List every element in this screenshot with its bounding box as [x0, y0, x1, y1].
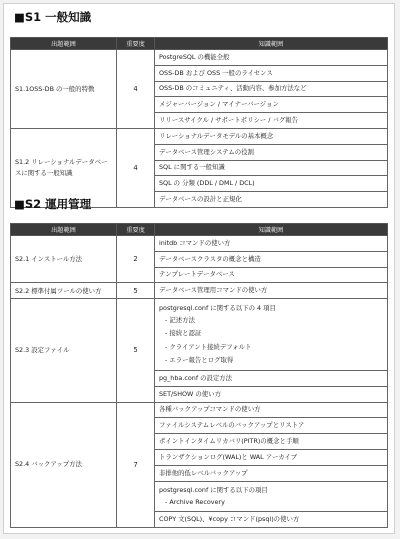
- table-row: [11, 50, 388, 66]
- knowledge-item: リレーショナルデータモデルの基本概念: [155, 128, 388, 144]
- knowledge-item: [155, 481, 388, 511]
- knowledge-item-text: postgresql.conf に関する以下の 4 項目: [159, 304, 276, 313]
- section-title-s1: ■S1 一般知識: [14, 10, 92, 24]
- knowledge-item: OSS-DB および OSS 一般のライセンス: [155, 65, 388, 81]
- table-row: [11, 128, 388, 144]
- table-row: [11, 299, 388, 371]
- knowledge-item-text: postgresql.conf に関する以下の項目: [159, 485, 268, 494]
- topic-importance: 4: [117, 50, 155, 129]
- knowledge-subitem: - クライアント接続デフォルト: [165, 342, 252, 351]
- table-row: [11, 402, 388, 418]
- knowledge-item: [155, 299, 388, 371]
- knowledge-item: メジャーバージョン / マイナーバージョン: [155, 97, 388, 113]
- header-knowledge: 知識範囲: [155, 224, 388, 236]
- knowledge-subitem: - Archive Recovery: [165, 497, 225, 506]
- knowledge-item: initdb コマンドの使い方: [155, 236, 388, 252]
- knowledge-item: pg_hba.conf の設定方法: [155, 371, 388, 387]
- topic-importance: 2: [117, 236, 155, 283]
- header-importance: 重要度: [117, 38, 155, 50]
- topic-name: S1.1OSS-DB の一般的特徴: [11, 50, 117, 129]
- knowledge-item: OSS-DB のコミュニティ、活動内容、参加方法など: [155, 81, 388, 97]
- knowledge-item: データベースの設計と正規化: [155, 192, 388, 208]
- knowledge-item: テンプレートデータベース: [155, 267, 388, 283]
- topic-name: S2.3 設定ファイル: [11, 299, 117, 402]
- knowledge-item: データベース管理システムの役割: [155, 144, 388, 160]
- document-page: [3, 3, 395, 534]
- knowledge-item: 各種バックアップコマンドの使い方: [155, 402, 388, 418]
- knowledge-item: リリースサイクル / サポートポリシー / バグ報告: [155, 113, 388, 129]
- header-scope: 出題範囲: [11, 224, 117, 236]
- knowledge-subitem: - 接続と認証: [165, 329, 202, 338]
- knowledge-item: データベースクラスタの概念と構造: [155, 251, 388, 267]
- topic-name: S2.2 標準付属ツールの使い方: [11, 283, 117, 299]
- knowledge-item: SQL の 分類 (DDL / DML / DCL): [155, 176, 388, 192]
- knowledge-item: PostgreSQL の機能全般: [155, 50, 388, 66]
- section-title-s2: ■S2 運用管理: [14, 197, 92, 211]
- topic-importance: 7: [117, 402, 155, 527]
- topic-name: S2.1 インストール方法: [11, 236, 117, 283]
- topic-importance: 5: [117, 299, 155, 402]
- header-importance: 重要度: [117, 224, 155, 236]
- table-header-row: [11, 224, 388, 236]
- topic-importance: 5: [117, 283, 155, 299]
- table-s1: [10, 37, 388, 208]
- knowledge-item: トランザクションログ(WAL)と WAL アーカイブ: [155, 449, 388, 465]
- knowledge-item: 非排他的低レベルバックアップ: [155, 465, 388, 481]
- table-s2: [10, 223, 388, 528]
- topic-name: S2.4 バックアップ方法: [11, 402, 117, 527]
- table-row: [11, 283, 388, 299]
- header-knowledge: 知識範囲: [155, 38, 388, 50]
- table-header-row: [11, 38, 388, 50]
- knowledge-subitem: - エラー報告とログ取得: [165, 355, 234, 364]
- knowledge-item: SQL に関する一般知識: [155, 160, 388, 176]
- knowledge-item: データベース管理用コマンドの使い方: [155, 283, 388, 299]
- topic-name: S1.2 リレーショナルデータベースに関する一般知識: [11, 128, 117, 207]
- knowledge-item: ポイントインタイムリカバリ(PITR)の概念と手順: [155, 434, 388, 450]
- knowledge-subitem: - 記述方法: [165, 316, 195, 325]
- table-row: [11, 236, 388, 252]
- knowledge-item: ファイルシステムレベルのバックアップとリストア: [155, 418, 388, 434]
- knowledge-item: SET/SHOW の使い方: [155, 386, 388, 402]
- topic-importance: 4: [117, 128, 155, 207]
- header-scope: 出題範囲: [11, 38, 117, 50]
- knowledge-item: COPY 文(SQL)、¥copy コマンド(psql)の使い方: [155, 511, 388, 527]
